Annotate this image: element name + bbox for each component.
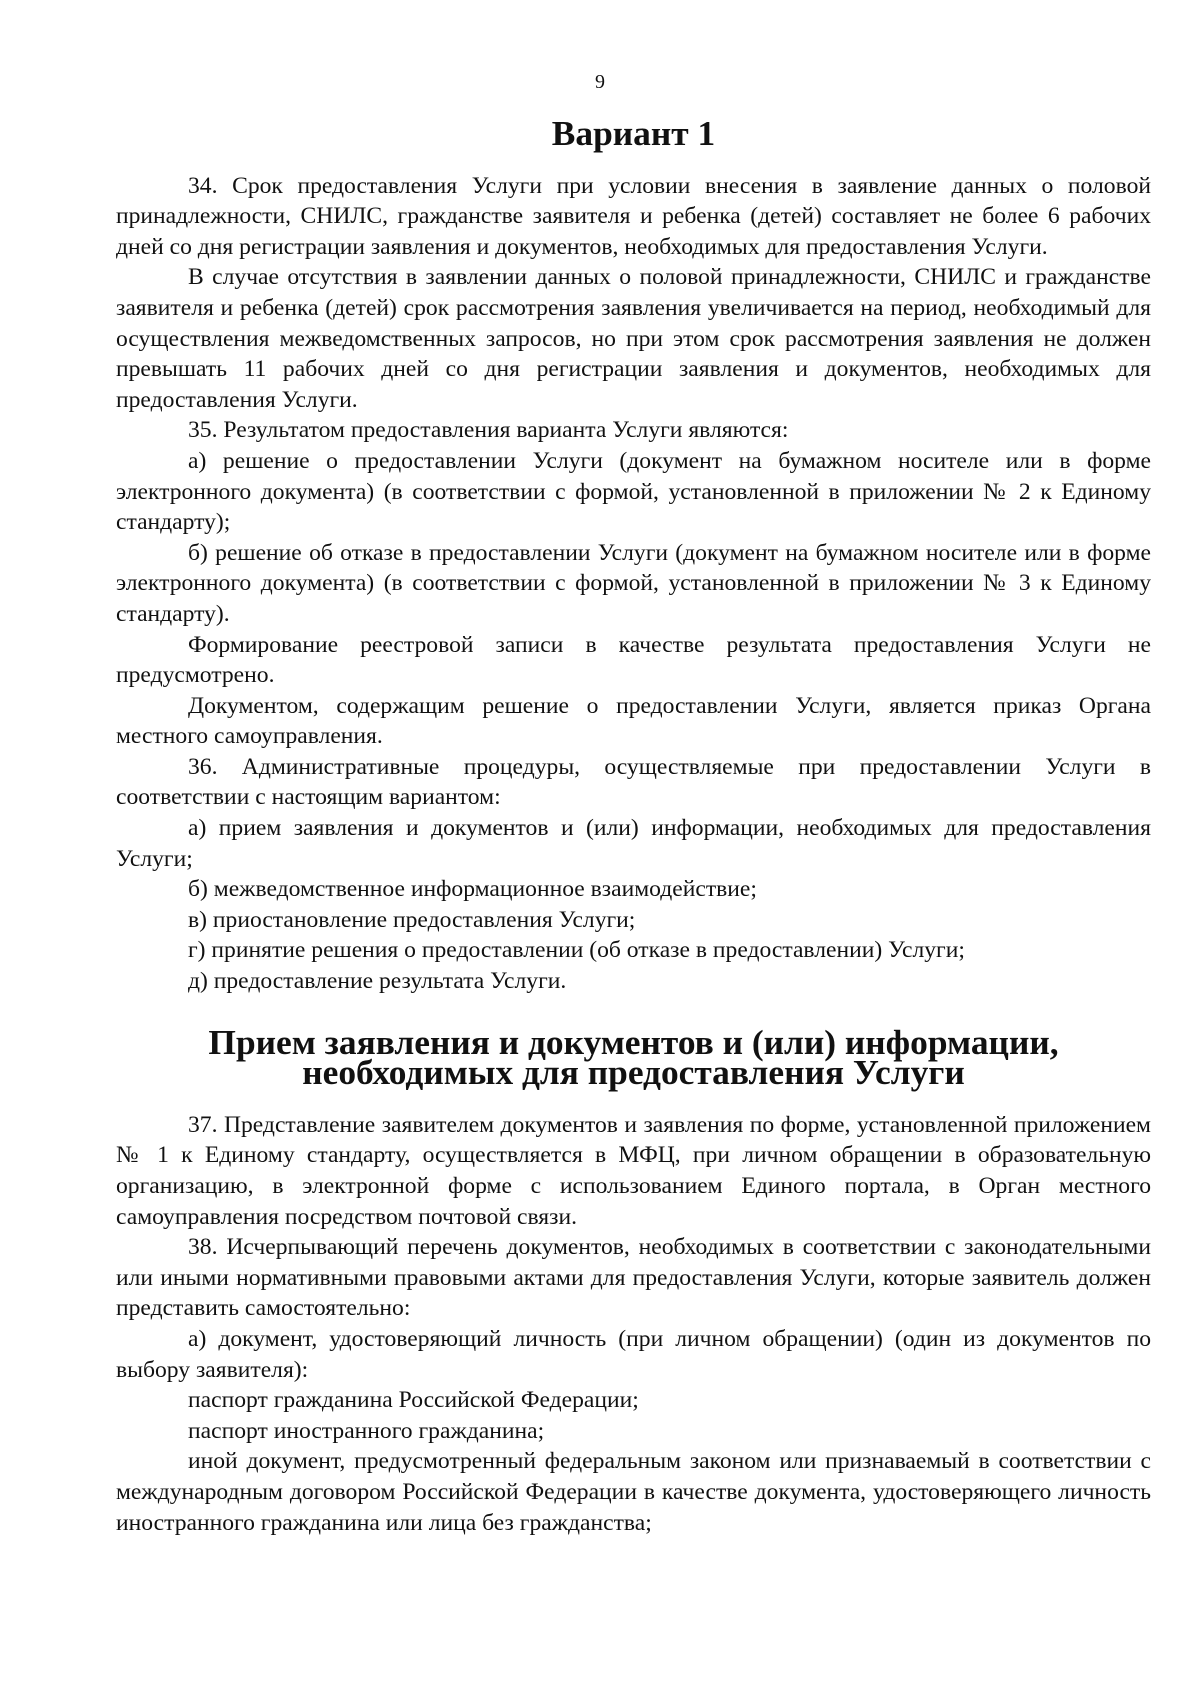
list-item: б) межведомственное информационное взаимодействие; <box>188 876 757 903</box>
list-item: а) прием заявления и документов и (или) информации, необходимых для предоставления Услуги; <box>116 815 1151 872</box>
list-item: г) принятие решения о предоставлении (об отказе в предоставлении) Услуги; <box>188 937 965 964</box>
list-item: д) предоставление результата Услуги. <box>188 968 567 995</box>
page-number: 9 <box>595 71 605 93</box>
list-item: в) приостановление предоставления Услуги; <box>188 906 636 933</box>
paragraph: В случае отсутствия в заявлении данных о половой принадлежности, СНИЛС и гражданстве заявителя и ребенка (детей) срок рассмотрения заявления увеличивается на период, необходимый для осуществления межведомственных запросов, но при этом срок рассмотрения заявления не должен превышать 11 рабочих дней со дня регистрации заявления и документов, необходимых для предоставления Услуги. <box>116 264 1151 413</box>
list-item: а) документ, удостоверяющий личность (при личном обращении) (один из документов по выбору заявителя): <box>116 1325 1151 1383</box>
section-heading: Прием заявления и документов и (или) информации, необходимых для предоставления Услуги <box>208 1021 1059 1093</box>
paragraph: 35. Результатом предоставления варианта Услуги являются: <box>188 417 789 444</box>
list-item: иной документ, предусмотренный федеральным законом или признаваемый в соответствии с международным договором Российской Федерации в качестве документа, удостоверяющего личность иностранного гражданина или лица без гражданства; <box>116 1448 1151 1536</box>
paragraph: Формирование реестровой записи в качестве результата предоставления Услуги не предусмотрено. <box>116 631 1151 689</box>
list-item: паспорт гражданина Российской Федерации; <box>188 1387 639 1414</box>
paragraph: 37. Представление заявителем документов и заявления по форме, установленной приложением № 1 к Единому стандарту, осуществляется в МФЦ, при личном обращении в образовательную организацию, в электронной форме с использованием Единого портала, в Орган местного самоуправления посредством почтовой связи. <box>116 1111 1151 1230</box>
paragraph: 36. Административные процедуры, осуществляемые при предоставлении Услуги в соответствии с настоящим вариантом: <box>116 753 1151 811</box>
list-item: паспорт иностранного гражданина; <box>188 1417 545 1444</box>
paragraph: 34. Срок предоставления Услуги при условии внесения в заявление данных о половой принадлежности, СНИЛС, гражданстве заявителя и ребенка (детей) составляет не более 6 рабочих дней со дня регистрации заявления и документов, необходимых для предоставления Услуги. <box>116 172 1151 260</box>
list-item: б) решение об отказе в предоставлении Услуги (документ на бумажном носителе или в форме электронного документа) (в соответствии с формой, установленной в приложении № 3 к Единому стандарту). <box>116 539 1151 627</box>
paragraph: Документом, содержащим решение о предоставлении Услуги, является приказ Органа местного самоуправления. <box>116 692 1151 750</box>
list-item: а) решение о предоставлении Услуги (документ на бумажном носителе или в форме электронного документа) (в соответствии с формой, установленной в приложении № 2 к Единому стандарту); <box>116 447 1151 536</box>
paragraph: 38. Исчерпывающий перечень документов, необходимых в соответствии с законодательными или иными нормативными правовыми актами для предоставления Услуги, которые заявитель должен представить самостоятельно: <box>116 1234 1151 1322</box>
document-body <box>116 113 1151 1538</box>
variant-heading: Вариант 1 <box>551 113 716 153</box>
